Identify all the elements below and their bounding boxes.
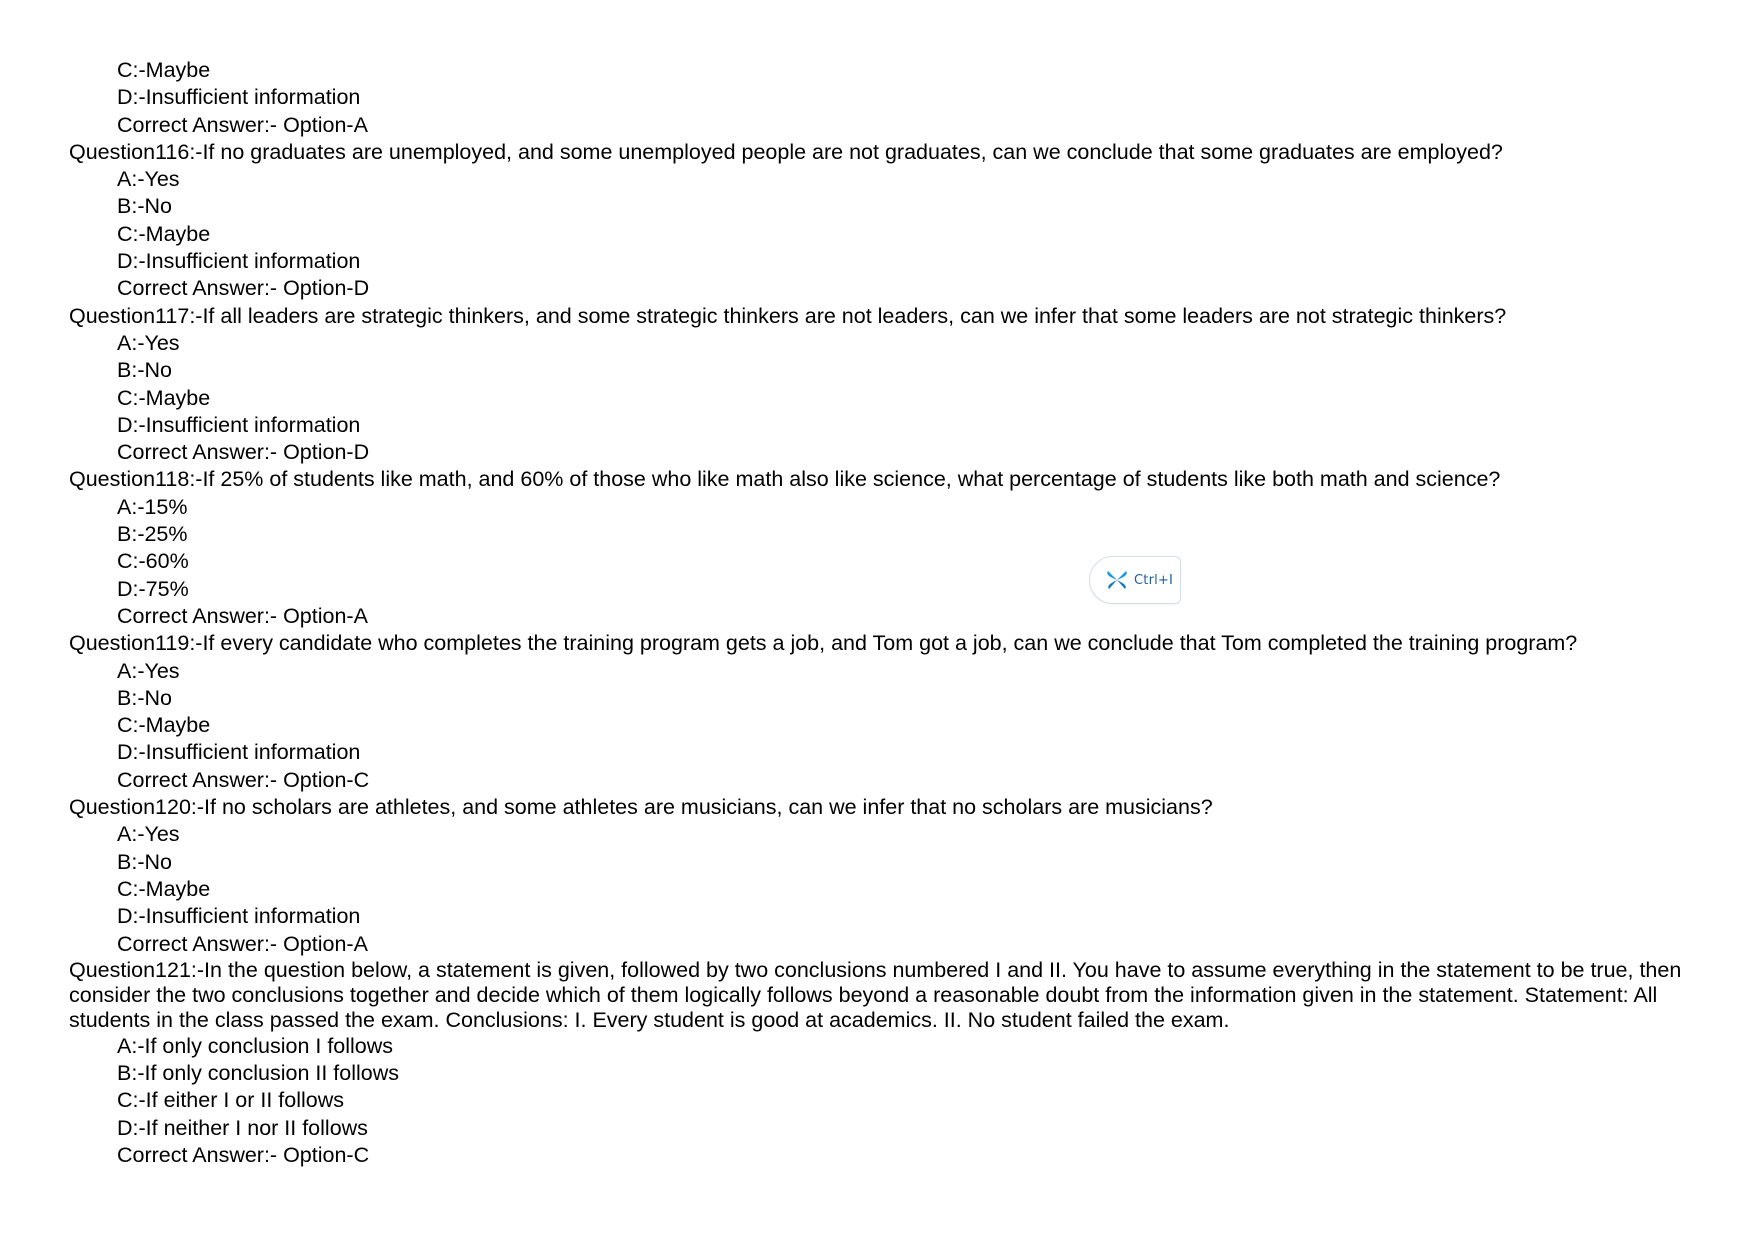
option-item: D:-Insufficient information <box>117 85 361 110</box>
option-item: D:-If neither I nor II follows <box>117 1115 368 1140</box>
option-item: D:-75% <box>117 576 189 601</box>
question-block-119 <box>69 630 1709 794</box>
option-item: B:-No <box>117 194 172 219</box>
question-text: Question119:-If every candidate who completes the training program gets a job, and Tom got a job, can we conclude that Tom completed the training program? <box>69 631 1578 656</box>
question-text: Question121:-In the question below, a statement is given, followed by two conclusions numbered I and II. You have to assume everything in the statement to be true, then consider the two conclusions together and decide which of them logically follows beyond a reasonable doubt from the information given in the statement. Statement: All students in the class passed the exam. Conclusions: I. Every student is good at academics. II. No student failed the exam. <box>69 957 1682 1032</box>
option-item: C:-Maybe <box>117 713 211 738</box>
correct-answer: Correct Answer:- Option-A <box>117 931 368 956</box>
leading-block <box>69 57 1709 139</box>
correct-answer: Correct Answer:- Option-A <box>117 603 368 628</box>
option-item: D:-Insufficient information <box>117 740 361 765</box>
correct-answer: Correct Answer:- Option-C <box>117 767 370 792</box>
option-item: B:-If only conclusion II follows <box>117 1061 400 1086</box>
ctrl-i-shortcut-button[interactable] <box>1089 556 1181 604</box>
correct-answer: Correct Answer:- Option-D <box>117 276 370 301</box>
option-item: C:-If either I or II follows <box>117 1088 345 1113</box>
option-item: A:-Yes <box>117 330 180 355</box>
question-block-118 <box>69 466 1709 630</box>
option-item: A:-Yes <box>117 658 180 683</box>
option-item: B:-No <box>117 849 172 874</box>
question-block-117 <box>69 303 1709 467</box>
question-block-120 <box>69 794 1709 958</box>
correct-answer: Correct Answer:- Option-D <box>117 440 370 465</box>
question-block-116 <box>69 139 1709 303</box>
option-item: A:-If only conclusion I follows <box>117 1033 394 1058</box>
correct-answer: Correct Answer:- Option-C <box>117 1142 370 1167</box>
document-page <box>69 57 1709 1169</box>
option-item: D:-Insufficient information <box>117 412 361 437</box>
option-item: A:-15% <box>117 494 188 519</box>
butterfly-icon <box>1104 567 1130 593</box>
option-item: D:-Insufficient information <box>117 249 361 274</box>
option-item: D:-Insufficient information <box>117 904 361 929</box>
question-text: Question120:-If no scholars are athletes, and some athletes are musicians, can we infer that no scholars are musicians? <box>69 795 1213 820</box>
option-item: B:-No <box>117 685 172 710</box>
option-item: C:-60% <box>117 549 189 574</box>
option-item: C:-Maybe <box>117 876 211 901</box>
option-item: A:-Yes <box>117 822 180 847</box>
option-item: C:-Maybe <box>117 221 211 246</box>
option-item: A:-Yes <box>117 167 180 192</box>
option-item: C:-Maybe <box>117 58 211 82</box>
question-text: Question116:-If no graduates are unemployed, and some unemployed people are not graduates, can we conclude that some graduates are employed? <box>69 139 1503 164</box>
option-item: C:-Maybe <box>117 385 211 410</box>
question-text: Question118:-If 25% of students like math, and 60% of those who like math also like science, what percentage of students like both math and science? <box>69 467 1501 492</box>
shortcut-label: Ctrl+I <box>1134 572 1174 588</box>
question-text: Question117:-If all leaders are strategic thinkers, and some strategic thinkers are not leaders, can we infer that some leaders are not strategic thinkers? <box>69 303 1507 328</box>
option-item: B:-No <box>117 358 172 383</box>
correct-answer: Correct Answer:- Option-A <box>117 112 368 137</box>
question-block-121 <box>69 958 1709 1169</box>
option-item: B:-25% <box>117 522 188 547</box>
